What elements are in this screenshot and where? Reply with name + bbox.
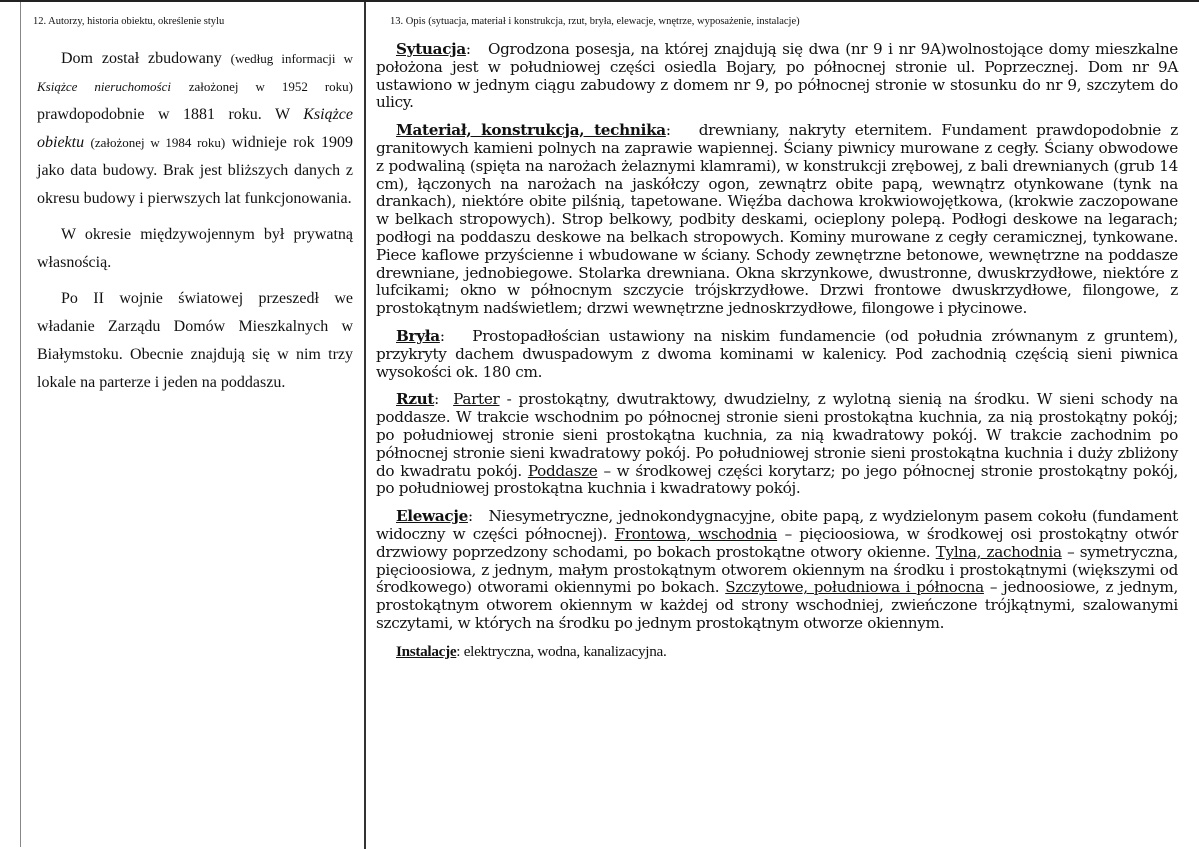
section-title-rzut: Rzut <box>396 390 435 409</box>
elewacje-text-1: Niesymetryczne, jednokondygnacyjne, obite papą, z wydzielonym pasem cokołu (fundament widoczny w części północnej). <box>376 507 1178 543</box>
rzut-text-2: – w środkowej części korytarz; po jego północnej stronie prostokątny pokój, po południowej prostokątna kuchnia i kwadratowy pokój. <box>376 461 1179 498</box>
elewacje-text-3: – symetryczna, pięcioosiowa, z jednym, małym prostokątnym otworem okiennym na środku i prostokątnymi (większymi od środkowego) otworami okiennymi po bokach. <box>376 542 1179 597</box>
section-title-sytuacja: Sytuacja <box>396 40 466 58</box>
elewacje-szczytowe-label: Szczytowe, południowa i północna <box>725 578 984 597</box>
history-p1-a: Dom został zbudowany <box>61 50 222 67</box>
section-title-elewacje: Elewacje <box>396 507 468 526</box>
section-title-bryla: Bryła <box>396 326 440 345</box>
history-text <box>37 45 353 397</box>
sytuacja-text: Ogrodzona posesja, na której znajdują się dwa (nr 9 i nr 9A)wolnostojące domy mieszkalne położona jest w południowej części osiedla Bojary, po północnej stronie ul. Poprzecznej. Dom nr 9A ustawiono w jednym ciągu zabudowy z domem nr 9, po północnej stronie w stosunku do nr 9, szczytem do ulicy. <box>376 40 1178 112</box>
bryla-text: Prostopadłościan ustawiony na niskim fundamencie (od południa zrównanym z gruntem), przykryty dachem dwuspadowym z dwoma kominami w kalenicy. Pod zachodnią częścią sieni piwnica wysokości ok. 180 cm. <box>376 326 1178 381</box>
elewacje-tylna-label: Tylna, zachodnia <box>935 542 1062 561</box>
rzut-text-1: - prostokątny, dwutraktowy, dwudzielny, z wylotną sienią na środku. W sieni schody na poddasze. W trakcie wschodnim po północnej stronie sieni prostokątna kuchnia, za nią prostokątny pokój; po południowej stronie sieni prostokątna kuchnia, za nią kwadratowy pokój. W trakcie zachodnim po północnej stronie sieni kwadratowy pokój. Po południowej stronie sieni prostokątna kuchnia i duży zbliżony do kwadratu pokój. <box>376 390 1179 480</box>
section-rzut: Rzut: Parter - prostokątny, dwutraktowy, dwudzielny, z wylotną sienią na środku. W sieni schody na poddasze. W trakcie wschodnim po północnej stronie sieni prostokątna kuchnia, za nią prostokątny pokój; po południowej stronie sieni prostokątna kuchnia, za nią kwadratowy pokój. W trakcie zachodnim po północnej stronie sieni kwadratowy pokój. Po południowej stronie sieni prostokątna kuchnia i duży zbliżony do kwadratu pokój. Poddasze – w środkowej części korytarz; po jego północnej stronie prostokątny pokój, po południowej prostokątna kuchnia i kwadratowy pokój. <box>376 390 1179 498</box>
description-column-header: 13. Opis (sytuacja, materiał i konstrukcja, rzut, bryła, elewacje, wnętrze, wyposażenie, instalacje) <box>390 16 800 27</box>
section-title-material: Materiał, konstrukcja, technika <box>396 121 666 140</box>
history-p1-h: widnieje rok 1909 jako data budowy. Brak jest bliższych danych z okresu budowy i pierwszych lat funkcjonowania. <box>37 134 354 207</box>
rzut-parter-label: Parter <box>453 390 500 409</box>
history-p1-b: (według informacji w <box>230 51 354 66</box>
description-text <box>376 41 1178 661</box>
material-text: drewniany, nakryty eternitem. Fundament prawdopodobnie z granitowych kamieni polnych na zaprawie wapiennej. Ściany piwnicy murowane z cegły. Ściany obwodowe z podwaliną (spięta na narożach żelaznymi klamrami), w konstrukcji zrębowej, z bali drewnianych (grub 14 cm), łączonych na narożach na jaskółczy ogon, zewnątrz obite papą, wewnątrz otynkowane (tynk na drankach), niektóre obite pilśnią, tapetowane. Więźba dachowa krokwiowojętkowa, (krokwie zaczopowane w belkach stropowych). Strop belkowy, podbity deskami, ocieplony polepą. Podłogi deskowe na legarach; podłogi na poddaszu deskowe na belkach stropowych. Kominy murowane z cegły ceramicznej, tynkowane. Piece kaflowe przyścienne i wbudowane w ściany. Schody zewnętrzne betonowe, wewnętrzne na poddasze drewniane, jednobiegowe. Stolarka drewniana. Okna skrzynkowe, dwustronne, dwuskrzydłowe, niektóre z lufcikami; okno w północnym szczycie trójskrzydłowe. Drzwi frontowe dwuskrzydłowe, filongowe, z prostokątnym nadświetlem; drzwi wewnętrzne jednoskrzydłowe, filongowe i płycinowe. <box>376 121 1178 318</box>
history-p1-c: Książce nieruchomości <box>37 79 171 94</box>
history-paragraph-1 <box>37 45 353 213</box>
history-column <box>20 2 359 847</box>
section-material: Materiał, konstrukcja, technika: drewniany, nakryty eternitem. Fundament prawdopodobnie z granitowych kamieni polnych na zaprawie wapiennej. Ściany piwnicy murowane z cegły. Ściany obwodowe z podwaliną (spięta na narożach żelaznymi klamrami), w konstrukcji zrębowej, z bali drewnianych (grub 14 cm), łączonych na narożach na jaskółczy ogon, zewnątrz obite papą, wewnątrz otynkowane (tynk na drankach), niektóre obite pilśnią, tapetowane. Więźba dachowa krokwiowojętkowa, (krokwie zaczopowane w belkach stropowych). Strop belkowy, podbity deskami, ocieplony polepą. Podłogi deskowe na legarach; podłogi na poddaszu deskowe na belkach stropowych. Kominy murowane z cegły ceramicznej, tynkowane. Piece kaflowe przyścienne i wbudowane w ściany. Schody zewnętrzne betonowe, wewnętrzne na poddasze drewniane, jednobiegowe. Stolarka drewniana. Okna skrzynkowe, dwustronne, dwuskrzydłowe, niektóre z lufcikami; okno w północnym szczycie trójskrzydłowe. Drzwi frontowe dwuskrzydłowe, filongowe, z prostokątnym nadświetlem; drzwi wewnętrzne jednoskrzydłowe, filongowe i płycinowe. <box>376 121 1178 318</box>
history-paragraph-3: Po II wojnie światowej przeszedł we władanie Zarządu Domów Mieszkalnych w Białymstoku. Obecnie znajdują się w nim trzy lokale na parterze i jeden na poddaszu. <box>37 290 353 391</box>
history-p1-d: założonej w 1952 roku) <box>188 79 353 94</box>
column-divider <box>364 2 366 849</box>
rzut-poddasze-label: Poddasze <box>527 461 598 480</box>
elewacje-text-4: – jednoosiowe, z jednym, prostokątnym otworem okiennym w każdej od strony wschodniej, zwieńczone trójkątnymi, szalowanymi szczytami, w których na środku po jednym prostokątnym otworze okiennym. <box>376 578 1179 632</box>
history-paragraph-2: W okresie międzywojennym był prywatną własnością. <box>37 226 353 271</box>
section-instalacje: Instalacje: elektryczna, wodna, kanalizacyjna. <box>396 642 667 660</box>
elewacje-frontowa-label: Frontowa, wschodnia <box>614 524 778 543</box>
elewacje-text-2: – pięcioosiowa, w środkowej osi prostokątny otwór drzwiowy poprzedzony schodami, po bokach prostokątne otwory okienne. <box>376 524 1179 561</box>
section-title-instalacje: Instalacje <box>396 642 457 660</box>
instalacje-text: elektryczna, wodna, kanalizacyjna. <box>463 642 667 660</box>
section-sytuacja: Sytuacja: Ogrodzona posesja, na której znajdują się dwa (nr 9 i nr 9A)wolnostojące domy mieszkalne położona jest w południowej części osiedla Bojary, po północnej stronie ul. Poprzecznej. Dom nr 9A ustawiono w jednym ciągu zabudowy z domem nr 9, po północnej stronie w stosunku do nr 9, szczytem do ulicy. <box>376 40 1178 112</box>
history-p1-e: prawdopodobnie w 1881 roku. W <box>37 106 290 123</box>
section-elewacje: Elewacje: Niesymetryczne, jednokondygnacyjne, obite papą, z wydzielonym pasem cokołu (fundament widoczny w części północnej). Frontowa, wschodnia – pięcioosiowa, w środkowej osi prostokątny otwór drzwiowy poprzedzony schodami, po bokach prostokątne otwory okienne. Tylna, zachodnia – symetryczna, pięcioosiowa, z jednym, małym prostokątnym otworem okiennym na środku i prostokątnymi (większymi od środkowego) otworami okiennymi po bokach. Szczytowe, południowa i północna – jednoosiowe, z jednym, prostokątnym otworem okiennym w każdej od strony wschodniej, zwieńczone trójkątnymi, szalowanymi szczytami, w których na środku po jednym prostokątnym otworze okiennym. <box>376 507 1179 632</box>
history-column-header: 12. Autorzy, historia obiektu, określenie stylu <box>33 16 225 27</box>
section-bryla: Bryła: Prostopadłościan ustawiony na niskim fundamencie (od południa zrównanym z gruntem), przykryty dachem dwuspadowym z dwoma kominami w kalenicy. Pod zachodnią częścią sieni piwnica wysokości ok. 180 cm. <box>376 326 1178 381</box>
history-p1-g: (założonej w 1984 roku) <box>90 135 226 150</box>
history-p1-f: Książce obiektu <box>37 106 354 151</box>
description-column <box>378 2 1178 847</box>
